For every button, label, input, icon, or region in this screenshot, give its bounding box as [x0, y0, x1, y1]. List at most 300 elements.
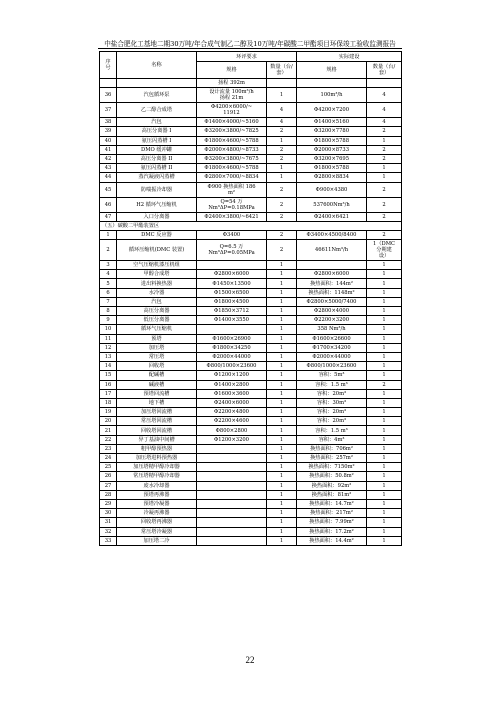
table-row: [100, 182, 402, 197]
cell-name: 预塔再沸器: [117, 490, 197, 499]
cell-actual-spec: 容积：1.5 m³: [297, 426, 367, 435]
cell-actual-spec: Φ2000×8733: [297, 145, 367, 154]
cell-name: 加压塔回流槽: [117, 408, 197, 417]
cell-actual-qty: 2: [367, 182, 402, 197]
cell-name: 加压塔二冷: [117, 536, 197, 545]
table-row: [100, 88, 402, 103]
cell-actual-qty: 2: [367, 197, 402, 212]
table-row: [100, 417, 402, 426]
cell-env-spec: Φ3200×3800/~7675: [197, 154, 267, 163]
cell-name: 循环气压缩机: [117, 325, 197, 334]
cell-no: [100, 79, 117, 88]
cell-no: 38: [100, 118, 117, 127]
cell-env-spec: [197, 481, 267, 490]
table-row: [100, 454, 402, 463]
cell-actual-spec: Φ3400×4500/8400: [297, 230, 367, 239]
cell-actual-qty: 1: [367, 509, 402, 518]
cell-actual-qty: 1: [367, 334, 402, 343]
cell-env-spec: Φ2400×3800/~6421: [197, 212, 267, 221]
table-row: [100, 154, 402, 163]
cell-actual-qty: 1: [367, 518, 402, 527]
cell-env-spec: Φ1800×34250: [197, 343, 267, 352]
cell-actual-qty: 1: [367, 307, 402, 316]
cell-actual-qty: 1: [367, 398, 402, 407]
cell-no: 37: [100, 103, 117, 118]
cell-env-qty: 1: [267, 389, 297, 398]
cell-env-spec: [197, 261, 267, 270]
cell-name: 预塔冷凝器: [117, 499, 197, 508]
header-env-group: 环评要求: [197, 52, 297, 62]
cell-actual-spec: Φ3200×7780: [297, 127, 367, 136]
table-row: [100, 472, 402, 481]
cell-name: 预塔: [117, 334, 197, 343]
report-header: 中盐合肥化工基地二期30万吨/年合成气制乙二醇及10万吨/年碳酸二甲酯项目环保竣工验收监测报告: [104, 40, 396, 48]
table-row: [100, 490, 402, 499]
cell-actual-spec: 容积：5m³: [297, 371, 367, 380]
table-row: [100, 127, 402, 136]
table-row: [100, 197, 402, 212]
cell-actual-qty: 1: [367, 325, 402, 334]
cell-no: 7: [100, 297, 117, 306]
cell-actual-qty: 1: [367, 352, 402, 361]
table-row: [100, 325, 402, 334]
table-row: [100, 79, 402, 88]
cell-name: 汽包循环泵: [117, 88, 197, 103]
table-row: [100, 518, 402, 527]
cell-env-qty: 2: [267, 127, 297, 136]
cell-name: 常压塔回流槽: [117, 417, 197, 426]
table-row: [100, 261, 402, 270]
cell-env-qty: 1: [267, 426, 297, 435]
cell-env-qty: 1: [267, 408, 297, 417]
table-row: [100, 380, 402, 389]
cell-no: 33: [100, 536, 117, 545]
cell-actual-qty: 1: [367, 417, 402, 426]
cell-name: 回收塔回流槽: [117, 426, 197, 435]
cell-no: 14: [100, 362, 117, 371]
cell-actual-spec: 换热面积：1148m²: [297, 288, 367, 297]
cell-env-spec: Φ3200×3800/~7825: [197, 127, 267, 136]
cell-actual-qty: 1: [367, 527, 402, 536]
cell-actual-qty: 1: [367, 435, 402, 444]
cell-env-qty: 2: [267, 230, 297, 239]
cell-no: 45: [100, 182, 117, 197]
cell-env-spec: [197, 499, 267, 508]
cell-name: 乙二醇合成塔: [117, 103, 197, 118]
cell-no: 13: [100, 352, 117, 361]
cell-name: 加压塔精甲醇冷却器: [117, 463, 197, 472]
cell-actual-qty: 2: [367, 127, 402, 136]
cell-actual-spec: Φ2800×4000: [297, 307, 367, 316]
cell-name: 蒸汽凝液闪蒸槽: [117, 173, 197, 182]
cell-actual-qty: 1: [367, 279, 402, 288]
cell-no: 41: [100, 145, 117, 154]
cell-no: 39: [100, 127, 117, 136]
cell-actual-spec: 换热面积：14.7m²: [297, 499, 367, 508]
cell-no: 21: [100, 426, 117, 435]
cell-actual-spec: Φ2800×8834: [297, 173, 367, 182]
cell-no: 10: [100, 325, 117, 334]
cell-name: 低压分离器: [117, 316, 197, 325]
cell-actual-spec: Φ2200×3200: [297, 316, 367, 325]
cell-name: 碱液槽: [117, 380, 197, 389]
cell-env-spec: Φ1600×3600: [197, 389, 267, 398]
cell-env-qty: 1: [267, 173, 297, 182]
cell-no: 20: [100, 417, 117, 426]
cell-name: 加压塔进料预热器: [117, 454, 197, 463]
table-row: [100, 297, 402, 306]
cell-env-qty: 1: [267, 509, 297, 518]
cell-actual-spec: Φ1700×34200: [297, 343, 367, 352]
cell-actual-spec: 换热面积：144m²: [297, 279, 367, 288]
cell-actual-spec: 容积：1.5 m³: [297, 380, 367, 389]
cell-name: 常压塔冷凝器: [117, 527, 197, 536]
cell-env-qty: 1: [267, 463, 297, 472]
cell-actual-qty: 1: [367, 481, 402, 490]
cell-env-qty: 4: [267, 118, 297, 127]
table-row: [100, 435, 402, 444]
cell-actual-spec: 换热面积：7150m²: [297, 463, 367, 472]
cell-name: 高压分离器 II: [117, 154, 197, 163]
cell-actual-qty: [367, 79, 402, 88]
cell-env-qty: 1: [267, 536, 297, 545]
cell-actual-qty: 1: [367, 426, 402, 435]
cell-env-qty: 1: [267, 499, 297, 508]
cell-no: 18: [100, 398, 117, 407]
cell-actual-spec: Φ2400×6421: [297, 212, 367, 221]
cell-actual-spec: 容积：20m³: [297, 417, 367, 426]
cell-env-qty: 4: [267, 103, 297, 118]
cell-env-spec: [197, 509, 267, 518]
cell-actual-qty: 2: [367, 230, 402, 239]
table-row: [100, 334, 402, 343]
cell-actual-qty: 4: [367, 103, 402, 118]
table-row: [100, 103, 402, 118]
cell-env-spec: Φ2800×7000/~8834: [197, 173, 267, 182]
cell-env-spec: [197, 527, 267, 536]
cell-name: 常压塔精甲醇冷却器: [117, 472, 197, 481]
cell-actual-spec: Φ2000×44000: [297, 352, 367, 361]
cell-env-spec: Φ2200×4800: [197, 408, 267, 417]
cell-env-spec: 设计流量 100m³/h 扬程 21m: [197, 88, 267, 103]
cell-env-qty: 1: [267, 307, 297, 316]
cell-actual-qty: 2: [367, 145, 402, 154]
table-row: [100, 362, 402, 371]
cell-no: 36: [100, 88, 117, 103]
cell-no: 28: [100, 490, 117, 499]
cell-actual-qty: 1: [367, 389, 402, 398]
cell-env-qty: 2: [267, 154, 297, 163]
cell-no: 23: [100, 444, 117, 453]
cell-env-spec: Φ1200×1200: [197, 371, 267, 380]
cell-actual-spec: 容积：20m³: [297, 408, 367, 417]
cell-actual-qty: 1: [367, 173, 402, 182]
table-row: [100, 352, 402, 361]
cell-env-spec: Φ1800×4600/~5788: [197, 164, 267, 173]
cell-env-qty: 1: [267, 398, 297, 407]
cell-actual-spec: 换热面积：81m²: [297, 490, 367, 499]
cell-actual-qty: 1: [367, 288, 402, 297]
cell-actual-qty: 1: [367, 408, 402, 417]
cell-env-qty: 1: [267, 444, 297, 453]
cell-env-spec: Φ2000×4800/~8733: [197, 145, 267, 154]
table-header-row: [100, 52, 402, 62]
cell-env-spec: [197, 536, 267, 545]
cell-actual-spec: 换热面积：92m²: [297, 481, 367, 490]
cell-actual-spec: Φ900×4380: [297, 182, 367, 197]
cell-actual-spec: 换热面积：50.8m²: [297, 472, 367, 481]
cell-env-spec: Φ1400×4000/~5160: [197, 118, 267, 127]
cell-actual-spec: 容积：20m³: [297, 389, 367, 398]
table-row: [100, 481, 402, 490]
cell-env-spec: Φ800/1000×23600: [197, 362, 267, 371]
cell-no: 9: [100, 316, 117, 325]
cell-env-spec: Q=6.5 万 Nm³ΔP=0.05MPa: [197, 240, 267, 261]
cell-actual-spec: 换热面积：7.99m²: [297, 518, 367, 527]
table-row: [100, 444, 402, 453]
cell-env-qty: 1: [267, 288, 297, 297]
cell-env-qty: 1: [267, 279, 297, 288]
cell-no: 4: [100, 270, 117, 279]
cell-env-spec: Φ2200×4600: [197, 417, 267, 426]
cell-actual-spec: Φ1400×5160: [297, 118, 367, 127]
cell-name: 入口分离器: [117, 212, 197, 221]
equipment-table: [99, 51, 402, 546]
cell-env-qty: 1: [267, 270, 297, 279]
cell-actual-spec: Φ1800×5788: [297, 164, 367, 173]
header-rule: [98, 48, 402, 49]
cell-env-spec: Φ2000×44000: [197, 352, 267, 361]
cell-name: 汽包: [117, 118, 197, 127]
cell-actual-qty: 1: [367, 261, 402, 270]
cell-env-spec: [197, 518, 267, 527]
cell-no: 19: [100, 408, 117, 417]
table-row: [100, 212, 402, 221]
header-actual-group: 实际建设: [297, 52, 402, 62]
cell-name: 氨压闪蒸槽 II: [117, 164, 197, 173]
cell-no: 27: [100, 481, 117, 490]
cell-actual-spec: [297, 261, 367, 270]
table-row: [100, 389, 402, 398]
cell-name: 预塔回流槽: [117, 389, 197, 398]
cell-env-qty: 1: [267, 417, 297, 426]
cell-name: DMC 反应器: [117, 230, 197, 239]
cell-no: 5: [100, 279, 117, 288]
cell-actual-qty: 1: [367, 536, 402, 545]
cell-name: [117, 79, 197, 88]
cell-actual-spec: 46611Nm³/h: [297, 240, 367, 261]
table-row: [100, 288, 402, 297]
cell-actual-spec: 容积：30m³: [297, 398, 367, 407]
cell-actual-spec: 换热面积：706m²: [297, 444, 367, 453]
cell-env-qty: 1: [267, 297, 297, 306]
table-row: [100, 307, 402, 316]
table-row: [100, 343, 402, 352]
table-row: [100, 164, 402, 173]
cell-name: 回收塔: [117, 362, 197, 371]
cell-no: 31: [100, 518, 117, 527]
cell-actual-qty: 1: [367, 164, 402, 173]
cell-env-qty: 1: [267, 472, 297, 481]
cell-name: H2 循环气压缩机: [117, 197, 197, 212]
cell-no: 6: [100, 288, 117, 297]
cell-env-spec: [197, 472, 267, 481]
cell-env-qty: 1: [267, 490, 297, 499]
cell-env-qty: 1: [267, 334, 297, 343]
cell-actual-qty: 1: [367, 472, 402, 481]
cell-actual-spec: 358 Nm³/h: [297, 325, 367, 334]
cell-name: 异丁基油中间槽: [117, 435, 197, 444]
cell-actual-spec: 换热面积：14.4m²: [297, 536, 367, 545]
cell-actual-qty: 2: [367, 212, 402, 221]
cell-name: 空气压缩机漆压机组: [117, 261, 197, 270]
cell-actual-spec: 换热面积：217m²: [297, 509, 367, 518]
cell-actual-qty: 4: [367, 118, 402, 127]
cell-name: 高压分离器: [117, 307, 197, 316]
header-no: 序 号: [100, 52, 117, 79]
header-env-spec: 规格: [197, 62, 267, 79]
cell-no: 11: [100, 334, 117, 343]
cell-no: 46: [100, 197, 117, 212]
cell-env-spec: [197, 463, 267, 472]
section-label: （五）碳酸二甲酯装置区: [100, 221, 402, 230]
cell-no: 26: [100, 472, 117, 481]
cell-env-qty: 1: [267, 136, 297, 145]
cell-env-qty: 2: [267, 182, 297, 197]
cell-env-qty: 1: [267, 343, 297, 352]
cell-no: 12: [100, 343, 117, 352]
cell-env-qty: 2: [267, 240, 297, 261]
cell-env-spec: [197, 444, 267, 453]
cell-env-qty: 1: [267, 261, 297, 270]
table-row: [100, 463, 402, 472]
cell-env-qty: 1: [267, 435, 297, 444]
cell-env-qty: 1: [267, 316, 297, 325]
cell-no: 42: [100, 154, 117, 163]
table-row: [100, 499, 402, 508]
cell-actual-qty: 1: [367, 490, 402, 499]
table-row: [100, 426, 402, 435]
cell-actual-spec: Φ2800×6000: [297, 270, 367, 279]
cell-name: 循环压缩机(DMC 装置): [117, 240, 197, 261]
cell-actual-spec: 537600Nm³/h: [297, 197, 367, 212]
table-row: [100, 527, 402, 536]
cell-actual-qty: 1: [367, 371, 402, 380]
cell-env-spec: Φ900 换热面积 186 m²: [197, 182, 267, 197]
cell-env-qty: 2: [267, 212, 297, 221]
equipment-table-body: [100, 52, 402, 546]
cell-actual-qty: 1: [367, 454, 402, 463]
cell-env-qty: 1: [267, 362, 297, 371]
cell-env-spec: [197, 454, 267, 463]
cell-actual-spec: 换热面积：17.2m²: [297, 527, 367, 536]
cell-actual-qty: 4: [367, 88, 402, 103]
page-number: 22: [245, 655, 255, 665]
cell-name: 防喘振冷却器: [117, 182, 197, 197]
cell-no: 15: [100, 371, 117, 380]
cell-env-spec: Φ800×2800: [197, 426, 267, 435]
cell-actual-qty: 1（DMC 分期建 设）: [367, 240, 402, 261]
table-row: [100, 371, 402, 380]
cell-actual-spec: Φ4200×7200: [297, 103, 367, 118]
table-row: [100, 509, 402, 518]
cell-no: 32: [100, 527, 117, 536]
cell-name: 粗甲醇预热器: [117, 444, 197, 453]
cell-actual-qty: 2: [367, 154, 402, 163]
cell-no: 44: [100, 173, 117, 182]
table-row: [100, 316, 402, 325]
header-actual-spec: 规格: [297, 62, 367, 79]
table-row: [100, 398, 402, 407]
cell-env-qty: 2: [267, 145, 297, 154]
cell-name: 高压分离器 I: [117, 127, 197, 136]
cell-env-spec: 扬程 392m: [197, 79, 267, 88]
cell-no: 8: [100, 307, 117, 316]
cell-actual-qty: 1: [367, 463, 402, 472]
cell-env-qty: 1: [267, 527, 297, 536]
cell-env-spec: Φ1400×3550: [197, 316, 267, 325]
cell-actual-spec: Φ1600×26600: [297, 334, 367, 343]
cell-name: 常压塔: [117, 352, 197, 361]
cell-actual-spec: Φ800/1000×23600: [297, 362, 367, 371]
cell-env-spec: Φ1600×26900: [197, 334, 267, 343]
cell-no: 40: [100, 136, 117, 145]
cell-no: 16: [100, 380, 117, 389]
cell-name: 汽包: [117, 297, 197, 306]
cell-env-spec: Φ4200×6000/~ 11912: [197, 103, 267, 118]
cell-name: 冷凝再沸器: [117, 509, 197, 518]
section-row: [100, 221, 402, 230]
cell-name: 配碱槽: [117, 371, 197, 380]
cell-actual-qty: 1: [367, 343, 402, 352]
cell-actual-qty: 2: [367, 380, 402, 389]
cell-env-qty: 1: [267, 518, 297, 527]
cell-env-qty: 1: [267, 371, 297, 380]
cell-name: 地下槽: [117, 398, 197, 407]
cell-no: 43: [100, 164, 117, 173]
cell-actual-spec: Φ3200×7695: [297, 154, 367, 163]
cell-no: 22: [100, 435, 117, 444]
cell-actual-qty: 1: [367, 270, 402, 279]
cell-name: 加压塔: [117, 343, 197, 352]
table-row: [100, 118, 402, 127]
cell-env-spec: Φ3400: [197, 230, 267, 239]
cell-env-spec: Φ1500×6500: [197, 288, 267, 297]
table-row: [100, 230, 402, 239]
cell-no: 29: [100, 499, 117, 508]
table-row: [100, 136, 402, 145]
cell-name: 水冷器: [117, 288, 197, 297]
cell-actual-spec: Φ1800×5788: [297, 136, 367, 145]
cell-env-qty: 1: [267, 164, 297, 173]
cell-env-qty: 1: [267, 454, 297, 463]
cell-env-spec: Q=54 万 Nm³ΔP=0.18MPa: [197, 197, 267, 212]
cell-actual-qty: 1: [367, 316, 402, 325]
cell-env-qty: 1: [267, 88, 297, 103]
cell-env-spec: Φ1400×2800: [197, 380, 267, 389]
cell-actual-spec: 容积：4m³: [297, 435, 367, 444]
table-row: [100, 408, 402, 417]
header-name: 名称: [117, 52, 197, 79]
cell-name: 回收塔再沸器: [117, 518, 197, 527]
cell-no: 3: [100, 261, 117, 270]
table-row: [100, 536, 402, 545]
cell-env-spec: Φ1850×3712: [197, 307, 267, 316]
cell-env-spec: Φ2400×6000: [197, 398, 267, 407]
cell-no: 47: [100, 212, 117, 221]
cell-name: DMO 缓冲罐: [117, 145, 197, 154]
cell-env-spec: Φ1450×13500: [197, 279, 267, 288]
